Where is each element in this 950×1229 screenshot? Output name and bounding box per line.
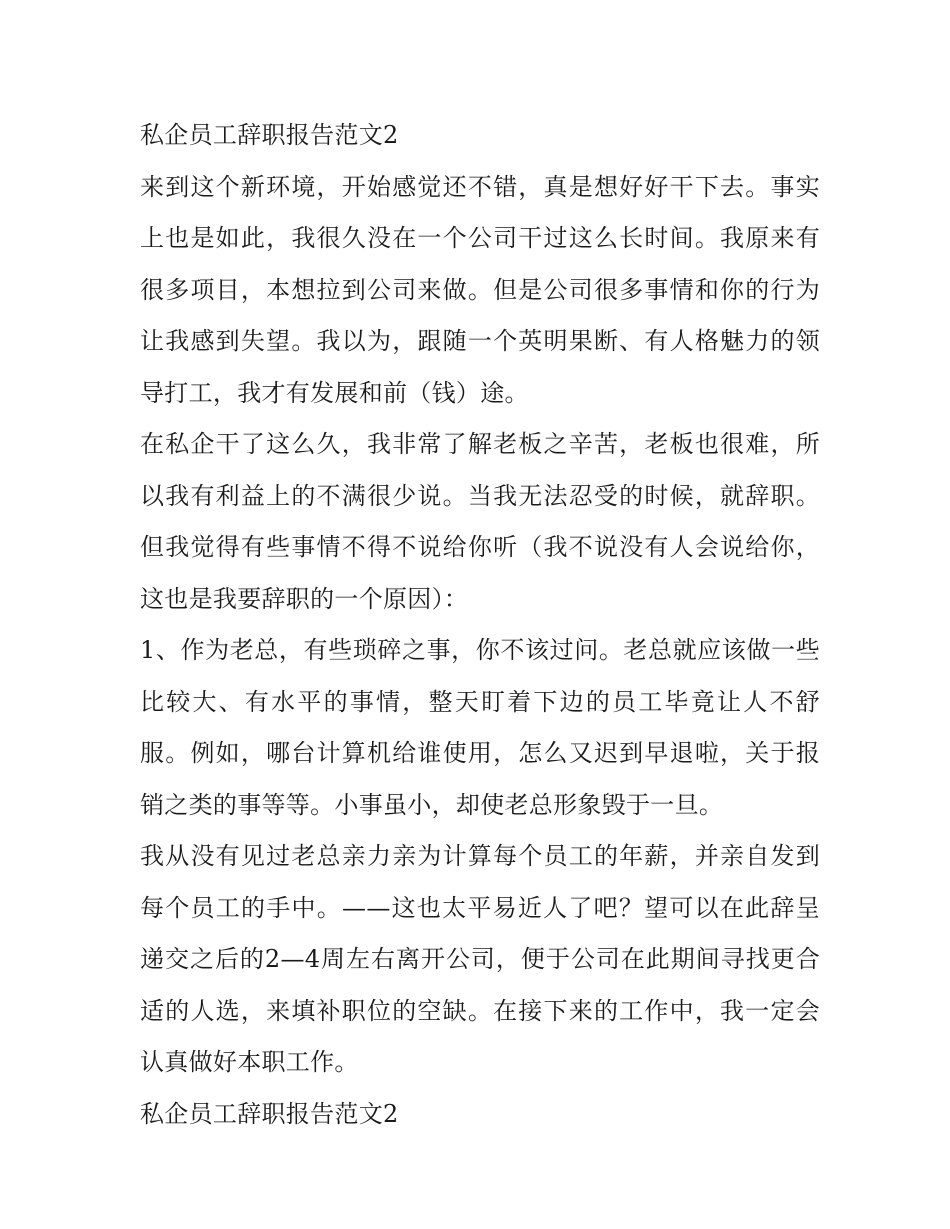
paragraph-4: 我从没有见过老总亲力亲为计算每个员工的年薪，并亲自发到每个员工的手中。——这也太平易近人了吧？望可以在此辞呈递交之后的2—4周左右离开公司，便于公司在此期间寻找更合适的人选，来填补职位的空缺。在接下来的工作中，我一定会认真做好本职工作。 bbox=[140, 842, 820, 1076]
document-body bbox=[140, 110, 820, 1140]
document-heading-bottom: 私企员工辞职报告范文2 bbox=[140, 1099, 399, 1128]
paragraph-2: 在私企干了这么久，我非常了解老板之辛苦，老板也很难，所以我有利益上的不满很少说。当我无法忍受的时候，就辞职。但我觉得有些事情不得不说给你听（我不说没有人会说给你，这也是我要辞职的一个原因）： bbox=[140, 430, 820, 613]
document-heading-top: 私企员工辞职报告范文2 bbox=[140, 121, 399, 149]
paragraph-3: 1、作为老总，有些琐碎之事，你不该过问。老总就应该做一些比较大、有水平的事情，整天盯着下边的员工毕竟让人不舒服。例如，哪台计算机给谁使用，怎么又迟到早退啦，关于报销之类的事等等。小事虽小，却使老总形象毁于一旦。 bbox=[140, 636, 820, 819]
paragraph-1: 来到这个新环境，开始感觉还不错，真是想好好干下去。事实上也是如此，我很久没在一个公司干过这么长时间。我原来有很多项目，本想拉到公司来做。但是公司很多事情和你的行为让我感到失望。我以为，跟随一个英明果断、有人格魅力的领导打工，我才有发展和前（钱）途。 bbox=[140, 172, 820, 407]
